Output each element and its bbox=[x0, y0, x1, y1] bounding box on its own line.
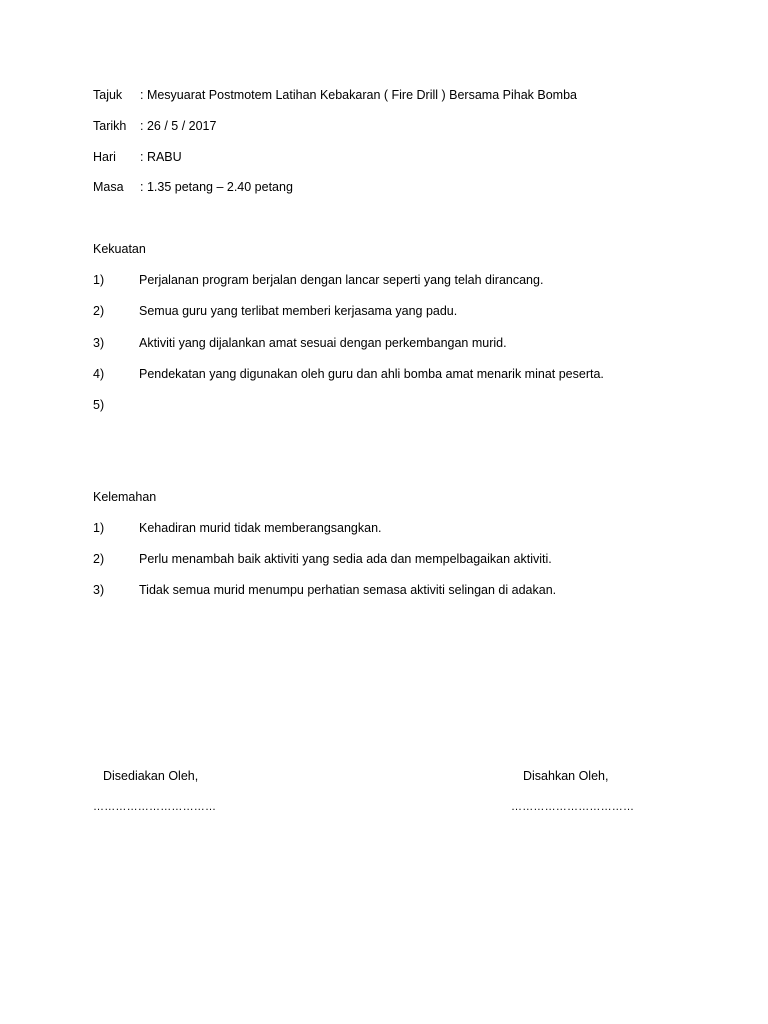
section-title-kekuatan: Kekuatan bbox=[93, 242, 146, 256]
item-text: Semua guru yang terlibat memberi kerjasama yang padu. bbox=[139, 304, 458, 318]
item-number: 1) bbox=[93, 273, 105, 287]
item-text: Pendekatan yang digunakan oleh guru dan ahli bomba amat menarik minat peserta. bbox=[139, 367, 604, 381]
prepared-signature-line: …………………………… bbox=[93, 801, 217, 813]
header-label: Hari bbox=[93, 150, 116, 164]
item-text: Perlu menambah baik aktiviti yang sedia ada dan mempelbagaikan aktiviti. bbox=[139, 552, 552, 566]
item-text: Tidak semua murid menumpu perhatian semasa aktiviti selingan di adakan. bbox=[139, 583, 557, 597]
item-text: Kehadiran murid tidak memberangsangkan. bbox=[139, 521, 382, 535]
item-number: 5) bbox=[93, 398, 105, 412]
item-number: 4) bbox=[93, 367, 105, 381]
section-title-kelemahan: Kelemahan bbox=[93, 490, 157, 504]
prepared-by-label: Disediakan Oleh, bbox=[103, 769, 199, 783]
header-value: : RABU bbox=[140, 150, 182, 164]
item-number: 2) bbox=[93, 552, 105, 566]
header-label: Tarikh bbox=[93, 119, 127, 133]
item-number: 2) bbox=[93, 304, 105, 318]
item-text: Perjalanan program berjalan dengan lancar seperti yang telah dirancang. bbox=[139, 273, 544, 287]
header-value: : 26 / 5 / 2017 bbox=[140, 119, 217, 133]
header-label: Masa bbox=[93, 180, 124, 194]
header-value: : Mesyuarat Postmotem Latihan Kebakaran ( Fire Drill ) Bersama Pihak Bomba bbox=[140, 88, 577, 102]
item-number: 3) bbox=[93, 336, 105, 350]
approved-by-label: Disahkan Oleh, bbox=[523, 769, 609, 783]
item-number: 1) bbox=[93, 521, 105, 535]
header-value: : 1.35 petang – 2.40 petang bbox=[140, 180, 293, 194]
approved-signature-line: …………………………… bbox=[511, 801, 635, 813]
item-text: Aktiviti yang dijalankan amat sesuai dengan perkembangan murid. bbox=[139, 336, 507, 350]
item-number: 3) bbox=[93, 583, 105, 597]
header-label: Tajuk bbox=[93, 88, 123, 102]
